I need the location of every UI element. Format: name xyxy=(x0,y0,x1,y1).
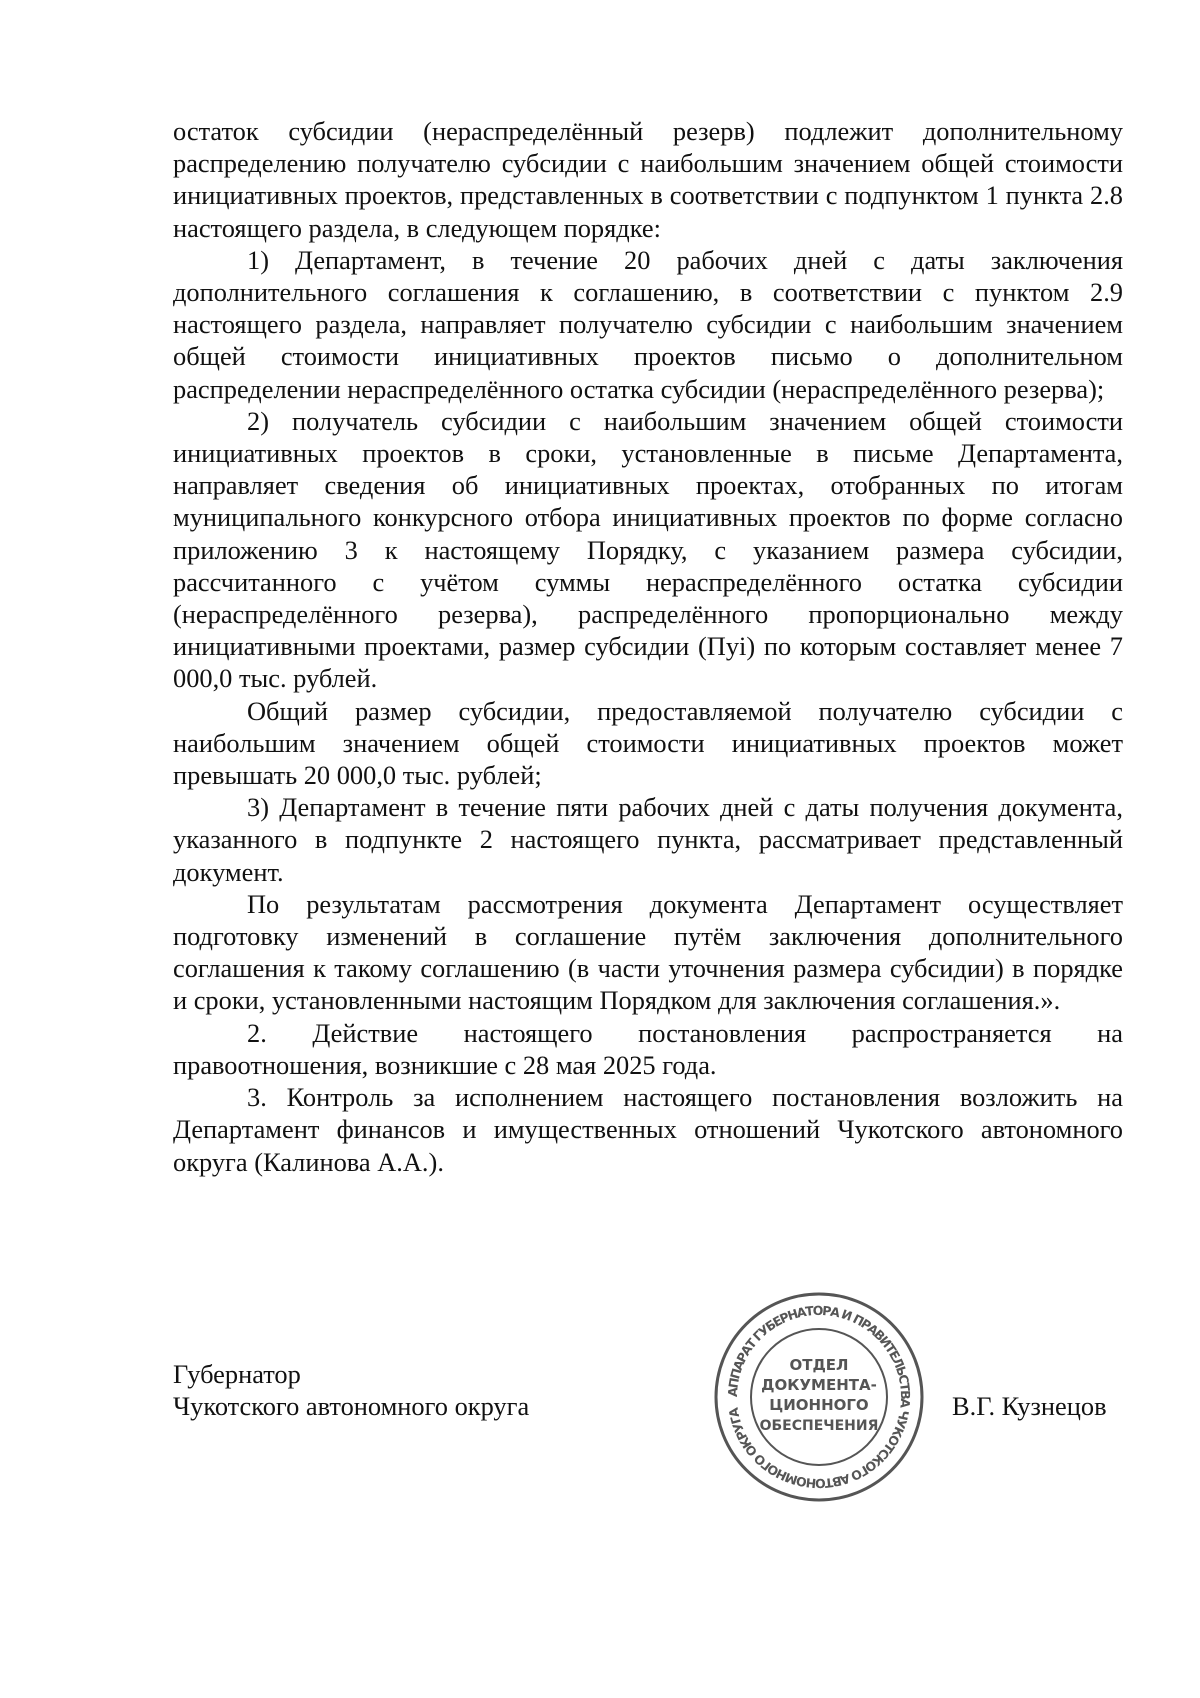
stamp-center-line-3: ЦИОННОГО xyxy=(769,1396,869,1414)
signatory-name: В.Г. Кузнецов xyxy=(952,1391,1107,1421)
signatory-position xyxy=(173,1358,529,1422)
paragraph-total-subsidy: Общий размер субсидии, предоставляемой получателю субсидии с наибольшим значением общей стоимости инициативных проектов может превышать 20 000,0 тыс. рублей; xyxy=(173,695,1123,791)
position-title: Губернатор xyxy=(173,1359,301,1389)
document-body xyxy=(173,115,1123,1178)
paragraph-review-results: По результатам рассмотрения документа Департамент осуществляет подготовку изменений в соглашение путём заключения дополнительного соглашения к такому соглашению (в части уточнения размера субсидии) в порядке и сроки, установленными настоящим Порядком для заключения соглашения.». xyxy=(173,888,1123,1016)
stamp-center-line-1: ОТДЕЛ xyxy=(789,1356,849,1374)
paragraph-step-3: 3) Департамент в течение пяти рабочих дней с даты получения документа, указанного в подпункте 2 настоящего пункта, рассматривает представленный документ. xyxy=(173,792,1123,887)
paragraph-reserve-continuation: остаток субсидии (нераспределённый резерв) подлежит дополнительному распределению получателю субсидии с наибольшим значением общей стоимости инициативных проектов, представленных в соответствии с подпунктом 1 пункта 2.8 настоящего раздела, в следующем порядке: xyxy=(173,116,1123,243)
official-stamp xyxy=(712,1290,926,1504)
paragraph-clause-3: 3. Контроль за исполнением настоящего постановления возложить на Департамент финансов и имущественных отношений Чукотского автономного округа (Калинова А.А.). xyxy=(173,1082,1123,1177)
paragraph-step-2: 2) получатель субсидии с наибольшим значением общей стоимости инициативных проектов в сроки, установленные в письме Департамента, направляет сведения об инициативных проектах, отобранных по итогам муниципального конкурсного отбора инициативных проектов по форме согласно приложению 3 к настоящему Порядку, с указанием размера субсидии, рассчитанного с учётом суммы нераспределённого остатка субсидии (нераспределённого резерва), распределённого пропорционально между инициативными проектами, размер субсидии (Пуi) по которым составляет менее 7 000,0 тыс. рублей. xyxy=(173,405,1123,694)
position-region: Чукотского автономного округа xyxy=(173,1391,530,1422)
paragraph-step-1: 1) Департамент, в течение 20 рабочих дней с даты заключения дополнительного соглашения к соглашению, в соответствии с пунктом 2.9 настоящего раздела, направляет получателю субсидии с наибольшим значением общей стоимости инициативных проектов письмо о дополнительном распределении нераспределённого остатка субсидии (нераспределённого резерва); xyxy=(173,244,1123,404)
stamp-ring-text: АППАРАТ ГУБЕРНАТОРА И ПРАВИТЕЛЬСТВА ЧУКОТСКОГО АВТОНОМНОГО ОКРУГА xyxy=(724,1302,914,1492)
stamp-center-line-2: ДОКУМЕНТА- xyxy=(761,1376,877,1394)
stamp-center-line-4: ОБЕСПЕЧЕНИЯ xyxy=(759,1418,879,1434)
paragraph-clause-2: 2. Действие настоящего постановления распространяется на правоотношения, возникшие с 28 мая 2025 года. xyxy=(173,1017,1123,1080)
